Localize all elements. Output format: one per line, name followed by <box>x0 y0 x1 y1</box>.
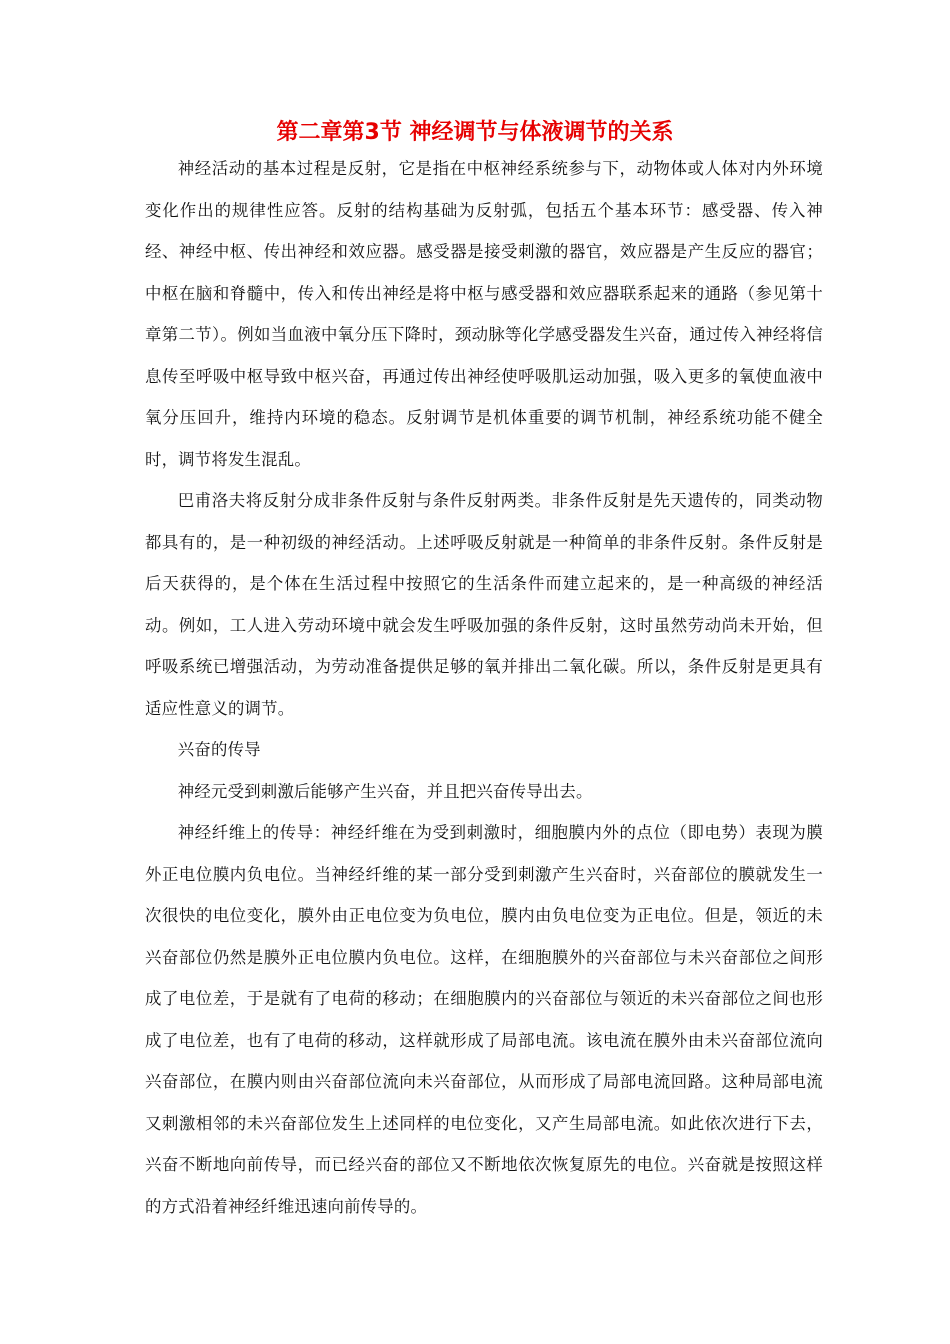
section-heading-conduction: 兴奋的传导 <box>177 740 261 759</box>
document-body <box>145 148 823 1227</box>
paragraph-conditioned-reflex: 巴甫洛夫将反射分成非条件反射与条件反射两类。非条件反射是先天遗传的，同类动物都具有的，是一种初级的神经活动。上述呼吸反射就是一种简单的非条件反射。条件反射是后天获得的，是个体在生活过程中按照它的生活条件而建立起来的，是一种高级的神经活动。例如，工人进入劳动环境中就会发生呼吸加强的条件反射，这时虽然劳动尚未开始，但呼吸系统已增强活动，为劳动准备提供足够的氧并排出二氧化碳。所以，条件反射是更具有适应性意义的调节。 <box>145 491 823 718</box>
document-title: 第二章第3节 神经调节与体液调节的关系 <box>276 120 674 145</box>
paragraph-fiber-conduction: 神经纤维上的传导：神经纤维在为受到刺激时，细胞膜内外的点位（即电势）表现为膜外正电位膜内负电位。当神经纤维的某一部分受到刺激产生兴奋时，兴奋部位的膜就发生一次很快的电位变化，膜外由正电位变为负电位，膜内由负电位变为正电位。但是，领近的未兴奋部位仍然是膜外正电位膜内负电位。这样，在细胞膜外的兴奋部位与未兴奋部位之间形成了电位差，于是就有了电荷的移动；在细胞膜内的兴奋部位与领近的未兴奋部位之间也形成了电位差，也有了电荷的移动，这样就形成了局部电流。该电流在膜外由未兴奋部位流向兴奋部位，在膜内则由兴奋部位流向未兴奋部位，从而形成了局部电流回路。这种局部电流又刺激相邻的未兴奋部位发生上述同样的电位变化，又产生局部电流。如此依次进行下去，兴奋不断地向前传导，而已经兴奋的部位又不断地依次恢复原先的电位。兴奋就是按照这样的方式沿着神经纤维迅速向前传导的。 <box>145 823 823 1216</box>
paragraph-reflex: 神经活动的基本过程是反射，它是指在中枢神经系统参与下，动物体或人体对内外环境变化作出的规律性应答。反射的结构基础为反射弧，包括五个基本环节：感受器、传入神经、神经中枢、传出神经和效应器。感受器是接受刺激的器官，效应器是产生反应的器官；中枢在脑和脊髓中，传入和传出神经是将中枢与感受器和效应器联系起来的通路（参见第十章第二节）。例如当血液中氧分压下降时，颈动脉等化学感受器发生兴奋，通过传入神经将信息传至呼吸中枢导致中枢兴奋，再通过传出神经使呼吸肌运动加强，吸入更多的氧使血液中氧分压回升，维持内环境的稳态。反射调节是机体重要的调节机制，神经系统功能不健全时，调节将发生混乱。 <box>145 159 823 469</box>
paragraph-neuron-excitation: 神经元受到刺激后能够产生兴奋，并且把兴奋传导出去。 <box>177 781 593 801</box>
